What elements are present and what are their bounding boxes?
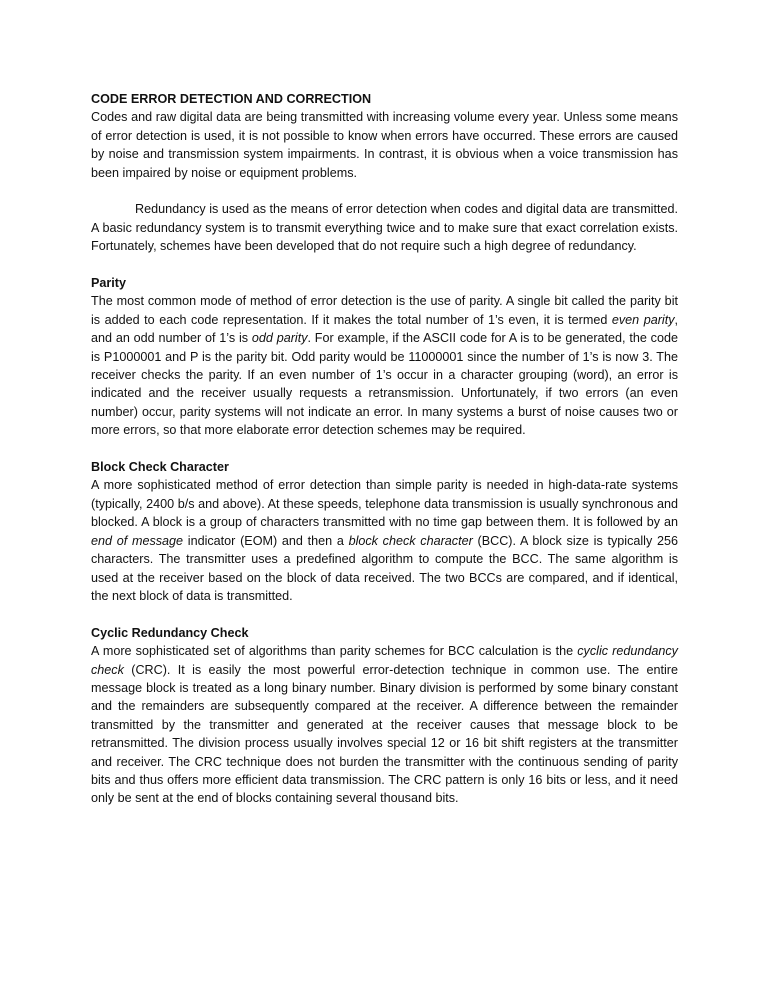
crc-text-1: A more sophisticated set of algorithms than parity schemes for BCC calculation is the [91,644,578,659]
parity-term-odd: odd parity [251,331,308,346]
bcc-paragraph [91,476,678,605]
bcc-term-eom: end of message [91,533,184,548]
spacer [91,256,678,274]
bcc-text-2: indicator (EOM) and then a [183,533,349,548]
parity-text-2: , and an odd number of 1’s is [91,312,678,346]
parity-text-3: . For example, if the ASCII code for A is to be generated, the code is P1000001 and P is the parity bit. Odd parity would be 11000001 since the number of 1’s is now 3. The receiver checks the parity. If an even number of 1’s occur in a character grouping (word), an error is indicated and the receiver usually requests a retransmission. Unfortunately, if two errors (an even number) occur, parity systems will not indicate an error. In many systems a burst of noise causes two or more errors, so that more elaborate error detection schemes may be required. [91,331,678,438]
bcc-term-bcc: block check character [348,533,473,548]
crc-heading: Cyclic Redundancy Check [91,625,249,640]
spacer [91,182,678,200]
bcc-text-1: A more sophisticated method of error detection than simple parity is needed in high-data-rate systems (typically, 2400 b/s and above). At these speeds, telephone data transmission is usually synchronous and blocked. A block is a group of characters transmitted with no time gap between them. It is followed by an [91,478,678,530]
parity-term-even: even parity [611,312,675,327]
parity-heading: Parity [91,276,127,291]
intro-paragraph-1: Codes and raw digital data are being transmitted with increasing volume every year. Unless some means of error detection is used, it is not possible to know when errors have occurred. These errors are caused by noise and transmission system impairments. In contrast, it is obvious when a voice transmission has been impaired by noise or equipment problems. [91,110,678,180]
bcc-heading: Block Check Character [91,460,229,475]
crc-paragraph [91,642,678,808]
parity-text-1: The most common mode of method of error detection is the use of parity. A single bit called the parity bit is added to each code representation. If it makes the total number of 1’s even, it is termed [91,294,678,327]
document-page [91,90,678,808]
crc-text-2: (CRC). It is easily the most powerful error-detection technique in common use. The entire message block is treated as a long binary number. Binary division is performed by some binary constant and the remainders are subsequently compared at the receiver. A difference between the remainder transmitted by the transmitter and generated at the receiver causes that message block to be retransmitted. The division process usually involves special 12 or 16 bit shift registers at the transmitter and receiver. The CRC technique does not burden the transmitter with the continuous sending of parity bits and thus offers more efficient data transmission. The CRC pattern is only 16 bits or less, and it need only be sent at the end of blocks containing several thousand bits. [91,662,678,806]
document-title: CODE ERROR DETECTION AND CORRECTION [91,92,372,106]
intro-paragraph-2: Redundancy is used as the means of error detection when codes and digital data are transmitted. A basic redundancy system is to transmit everything twice and to make sure that exact correlation exists. Fortunately, schemes have been developed that do not require such a high degree of redundancy. [91,202,678,254]
crc-term: cyclic redundancy check [91,644,678,677]
spacer [91,605,678,623]
spacer [91,440,678,458]
parity-paragraph [91,292,678,439]
bcc-text-3: (BCC). A block size is typically 256 characters. The transmitter uses a predefined algorithm to compute the BCC. The same algorithm is used at the receiver based on the block of data received. The two BCCs are compared, and if identical, the next block of data is transmitted. [91,533,678,603]
